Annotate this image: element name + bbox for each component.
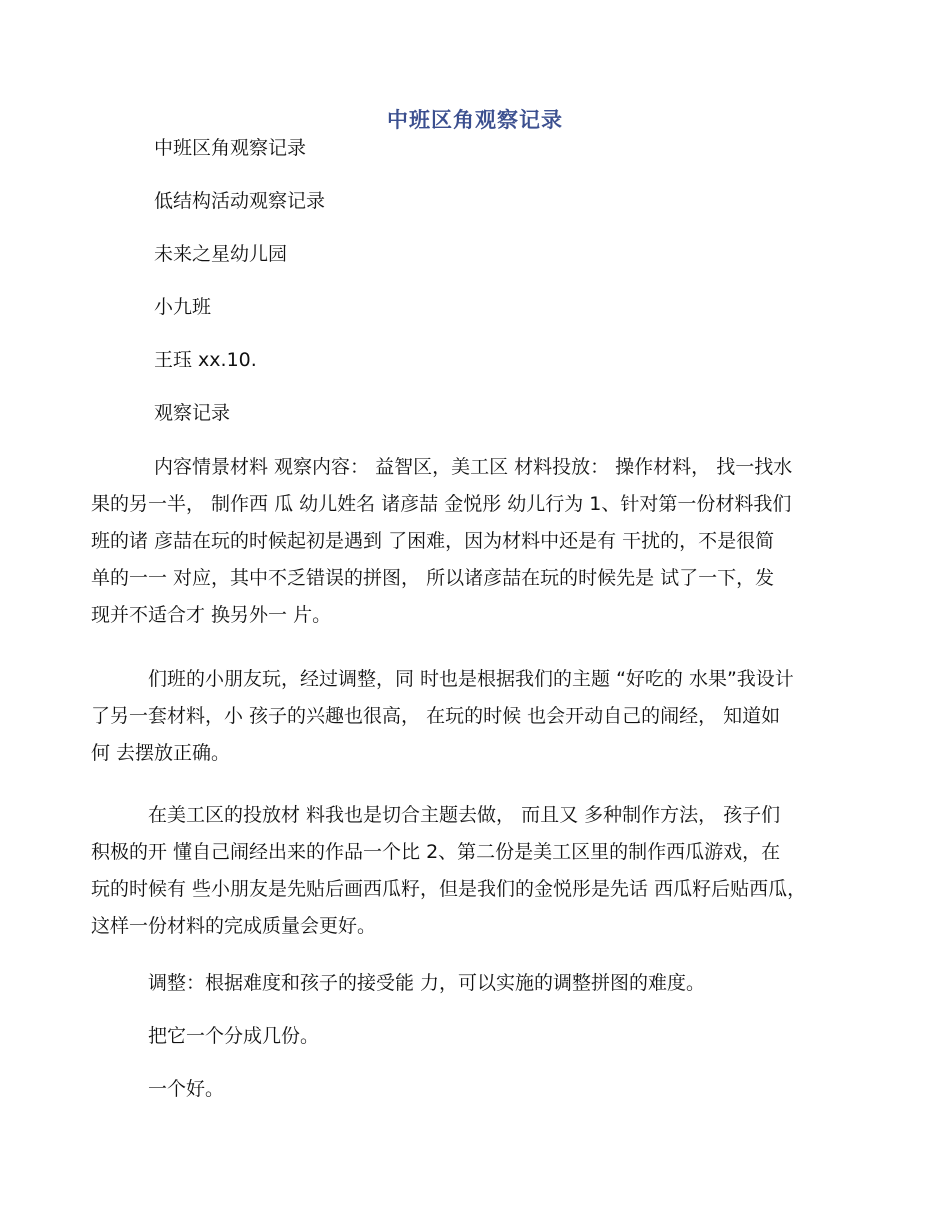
closing-line-adjust: 调整：根据难度和孩子的接受能 力，可以实施的调整拼图的难度。: [148, 972, 706, 994]
document-title: 中班区角观察记录: [387, 108, 563, 132]
header-line-kindergarten: 未来之星幼儿园: [154, 243, 288, 265]
paragraph-line: 了另一套材料，小 孩子的兴趣也很高， 在玩的时候 也会开动自己的闹经， 知道如: [91, 705, 781, 727]
header-line-author-date: 王珏 xx.10.: [154, 349, 257, 371]
paragraph-line: 果的另一半， 制作西 瓜 幼儿姓名 诸彦喆 金悦彤 幼儿行为 1、针对第一份材料我们: [91, 493, 792, 515]
closing-line-split: 把它一个分成几份。: [148, 1025, 320, 1047]
header-line-activity: 低结构活动观察记录: [154, 190, 326, 212]
closing-line-good: 一个好。: [148, 1078, 225, 1100]
paragraph-line: 单的一一 对应，其中不乏错误的拼图， 所以诸彦喆在玩的时候先是 试了一下，发: [91, 567, 775, 589]
paragraph-line: 内容情景材料 观察内容： 益智区，美工区 材料投放： 操作材料， 找一找水: [154, 456, 793, 478]
paragraph-line: 现并不适合才 换另外一 片。: [91, 604, 332, 626]
header-line-title: 中班区角观察记录: [154, 137, 307, 159]
paragraph-line: 积极的开 懂自己闹经出来的作品一个比 2、第二份是美工区里的制作西瓜游戏，在: [91, 841, 781, 863]
paragraph-line: 在美工区的投放材 料我也是切合主题去做， 而且又 多种制作方法， 孩子们: [148, 804, 781, 826]
paragraph-line: 们班的小朋友玩，经过调整，同 时也是根据我们的主题 “好吃的 水果”我设计: [148, 668, 794, 690]
header-line-record: 观察记录: [154, 402, 231, 424]
paragraph-line: 这样一份材料的完成质量会更好。: [91, 915, 377, 937]
paragraph-adjustment: [91, 661, 871, 772]
paragraph-line: 何 去摆放正确。: [91, 742, 231, 764]
paragraph-line: 班的诸 彦喆在玩的时候起初是遇到 了困难，因为材料中还是有 干扰的，不是很简: [91, 530, 775, 552]
paragraph-art-area: [91, 797, 871, 945]
header-line-class: 小九班: [154, 296, 212, 318]
paragraph-line: 玩的时候有 些小朋友是先贴后画西瓜籽，但是我们的金悦彤是先话 西瓜籽后贴西瓜，: [91, 878, 807, 900]
paragraph-observation: [91, 449, 871, 634]
